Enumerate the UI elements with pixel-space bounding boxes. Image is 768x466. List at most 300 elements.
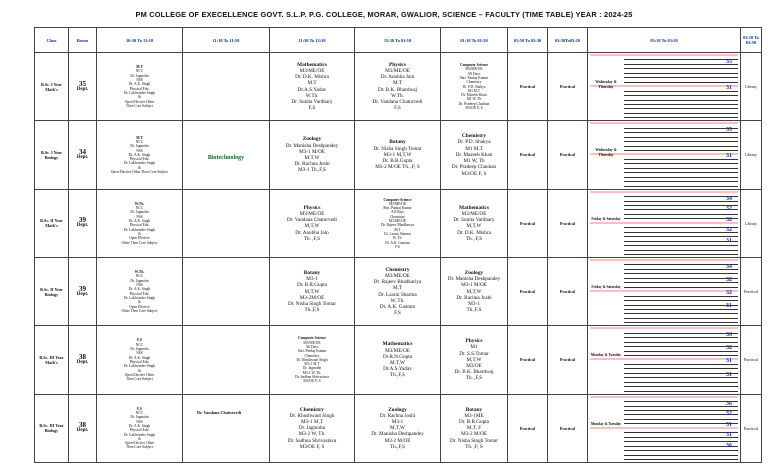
period-line: Dr. Nisha Singh Tomar: [450, 437, 498, 444]
period-line: Computer Science: [383, 197, 412, 202]
table-row: [35, 189, 762, 257]
period-6-cell: Practical: [508, 394, 548, 462]
lab-schedule: [588, 258, 740, 325]
schedule-rule: [624, 177, 738, 178]
period-content: [441, 270, 507, 313]
schedule-rule: [624, 137, 738, 138]
period-line: All Days: [305, 344, 319, 349]
period-content: [355, 62, 440, 112]
period-line: Dr. Pradeep Chauhan: [451, 164, 497, 171]
period-line: M,T,W: [304, 288, 320, 295]
period-line: Dr. A.K. Singh: [128, 82, 151, 87]
schedule-rule-highlight: [590, 427, 738, 429]
header-row: [35, 28, 762, 53]
schedule-rule: [624, 82, 738, 83]
schedule-room-number: 31: [726, 358, 732, 365]
period-line: Th. ,F,S: [303, 235, 321, 242]
schedule-rule: [624, 377, 738, 378]
period-line: M3-1 M/OE: [299, 148, 325, 155]
period-line: F,S: [394, 105, 401, 112]
schedule-rule: [624, 64, 738, 65]
period-content: [97, 136, 182, 175]
schedule-rule: [624, 450, 738, 451]
period-line: NCC: [135, 342, 144, 347]
class-cell: B.Sc. II Year Math's: [35, 189, 69, 257]
period-3-cell: [270, 121, 355, 189]
schedule-day: Wednesday & Thursday: [595, 80, 617, 89]
period-line: Dr. P.D. Shakya: [457, 139, 491, 146]
period-line: Physical Edu.: [129, 157, 150, 162]
period-line: Dr. Anubha Jain: [295, 229, 329, 236]
period-line: Dr. A.K. Singh: [128, 152, 151, 157]
room-cell: [69, 53, 97, 121]
period-line: W.Th.: [305, 92, 319, 99]
period-line: Dr. Anubha Jain: [380, 74, 415, 81]
room-cell: [69, 257, 97, 325]
schedule-room-number: 31: [726, 153, 732, 160]
period-line: M3/ME/OE: [299, 210, 325, 217]
period-7-cell: Practical: [548, 326, 588, 394]
schedule-room-number: 31: [726, 432, 732, 439]
period-line: M3-2 W, Th.: [298, 431, 326, 438]
period-content: [97, 407, 182, 450]
period-5-cell: [441, 326, 508, 394]
schedule-room-number: 35: [726, 59, 732, 65]
period-content: [97, 338, 182, 381]
period-line: Th. ,F,S: [465, 375, 483, 382]
period-line: M3-1: [468, 300, 480, 307]
period-line: Open Elective Other Then Core Subject: [110, 170, 169, 175]
table-row: [35, 53, 762, 121]
period-line: Computer Science: [298, 336, 326, 341]
period-4-cell: [355, 326, 441, 394]
lab-schedule-lines: [590, 55, 738, 118]
period-line: W.Th.: [391, 92, 404, 99]
period-line: Dr. Jagmohn: [298, 425, 326, 432]
period-line: Dr. Lakhvinder Singh: [123, 161, 156, 166]
period-line: M3-2 M/OE: [384, 437, 411, 444]
period-1-cell: [97, 189, 183, 257]
period-line: Dr. Sadhna Shrivastava: [295, 375, 329, 380]
schedule-rule: [624, 205, 738, 206]
period-line: M3/ME/OE: [461, 210, 487, 217]
period-line: Dr. Manisha Deshpandey: [371, 431, 424, 438]
room-number: 39: [79, 216, 86, 225]
period-line: NSS: [136, 148, 143, 153]
period-line: Chemistry: [461, 133, 487, 140]
period-line: Dr. Rachna Joshi: [294, 161, 330, 168]
period-line: M1 M,T: [467, 88, 481, 93]
period-line: M3/ME/OE: [303, 340, 321, 345]
period-content: [355, 139, 440, 170]
period-line: Dr. A.K. Singh: [128, 355, 151, 360]
period-line: F,S: [395, 244, 400, 249]
schedule-rule: [624, 150, 738, 151]
period-line: NCC: [135, 69, 144, 74]
period-line: F,S: [137, 338, 142, 343]
page-title: PM COLLEGE OF EXECELLENCE GOVT. S.L.P. P.G. COLLEGE, MORAR, GWALIOR, SCIENCE – FACULTY (TIME TABLE) YEAR : 2024-25: [135, 10, 633, 19]
last-period-cell: Practical: [741, 326, 762, 394]
schedule-rule: [624, 146, 738, 147]
period-line: Dr. P.D. Shakya: [462, 84, 486, 89]
schedule-rule: [624, 100, 738, 101]
period-line: Botany: [465, 406, 483, 413]
lab-schedule-cell: [588, 326, 741, 394]
room-dept: Dept.: [76, 223, 89, 229]
period-line: Dr.R.N.Gupta: [383, 353, 412, 360]
schedule-rule: [624, 282, 738, 283]
schedule-rule-highlight: [590, 259, 738, 261]
schedule-rule: [624, 355, 738, 356]
period-line: Th.,F,S: [466, 307, 482, 314]
period-line: M3/ME/OE: [465, 67, 483, 72]
schedule-rule: [624, 455, 738, 456]
schedule-rule: [624, 437, 738, 438]
schedule-rule: [624, 113, 738, 114]
header-period-6: 01:50 To 02:30: [508, 28, 548, 53]
period-line: Dr. B.K. Bhardwaj: [454, 369, 494, 376]
period-line: M,T,W: [390, 359, 405, 366]
period-line: Dr. Mazeeb Khan: [461, 93, 487, 98]
period-line: Dr. Jagmohn: [130, 347, 149, 352]
lab-schedule: [588, 395, 740, 462]
period-line: M.T.W: [304, 154, 320, 161]
schedule-rule: [624, 245, 738, 246]
room-dept: Dept.: [76, 86, 89, 92]
period-line: Dr. B.R.Gupta: [382, 158, 413, 165]
period-line: Dr. S.S.Tomar: [459, 350, 489, 357]
class-cell: B.Sc. I Year Math's: [35, 53, 69, 121]
period-line: Zoology: [388, 406, 407, 413]
period-content: [270, 205, 354, 242]
header-room: Room: [69, 28, 97, 53]
period-content: [441, 407, 507, 450]
schedule-rule: [624, 446, 738, 447]
period-line: Open Elective: [129, 304, 150, 309]
period-1-cell: [97, 257, 183, 325]
period-line: All Days: [467, 71, 481, 76]
schedule-rule: [624, 141, 738, 142]
period-content: [355, 198, 440, 250]
period-line: Mathematics: [382, 341, 413, 348]
schedule-rule: [624, 296, 738, 297]
period-2-cell: [183, 121, 270, 189]
last-period-cell: Practical: [741, 394, 762, 462]
lab-schedule-lines: [590, 397, 738, 460]
period-line: M,T,W: [466, 356, 482, 363]
period-line: M3/OE F, S: [303, 379, 321, 384]
period-line: Dr. A.K. Gautam: [379, 304, 416, 311]
period-line: &: [138, 436, 141, 441]
schedule-rule-highlight: [590, 122, 738, 124]
lab-schedule-cell: [588, 121, 741, 189]
lab-schedule-lines: [590, 328, 738, 391]
period-line: Dr. B.R.Gupta: [459, 419, 489, 425]
period-line: Dr. Pradeep Chauhan: [458, 101, 490, 106]
schedule-rule: [624, 309, 738, 310]
period-line: W, Th.: [392, 236, 403, 241]
schedule-rule: [624, 172, 738, 173]
period-line: M3-2 M/OE: [461, 431, 487, 438]
period-5-cell: [441, 121, 508, 189]
period-line: W.Th.: [134, 270, 145, 275]
period-line: NSS: [136, 419, 143, 424]
period-line: Dr. B.R.Gupta: [297, 282, 327, 289]
schedule-rule: [624, 382, 738, 383]
period-content: [270, 270, 354, 313]
period-line: Zoology: [464, 269, 484, 276]
period-6-cell: Practical: [508, 326, 548, 394]
period-line: Shri. Pankaj Kumar: [459, 75, 489, 80]
period-line: M3/OE: [466, 363, 482, 370]
lab-schedule-lines: [590, 260, 738, 323]
period-line: Dr. Khushwant Singh: [296, 357, 328, 362]
period-4-cell: [355, 257, 441, 325]
period-3-cell: [270, 189, 355, 257]
period-line: Dr. Nisha Singh Tomar: [288, 300, 336, 307]
period-line: Physics: [465, 338, 483, 345]
period-line: M3/ME/OE: [385, 68, 410, 75]
period-2-cell: [183, 394, 270, 462]
period-line: Dr. A.K. Gautam: [385, 240, 410, 245]
period-line: M3/ME/OE: [299, 68, 325, 75]
period-line: NCC: [135, 274, 144, 279]
period-line: &: [138, 231, 141, 236]
schedule-rule: [624, 305, 738, 306]
schedule-rule: [624, 273, 738, 274]
table-row: [35, 394, 762, 462]
period-2-text: Biotechnology: [207, 154, 245, 161]
schedule-rule: [624, 300, 738, 301]
period-line: Physics: [303, 204, 321, 211]
period-line: Then Core Subject: [126, 103, 153, 108]
period-line: M3-1 M,T: [301, 419, 323, 425]
period-line: Physical Edu.: [129, 428, 150, 433]
period-line: M,T,W: [390, 425, 405, 432]
period-line: Chemistry: [385, 266, 410, 273]
period-line: Th.,F,S: [304, 307, 320, 314]
period-line: F,S: [137, 406, 142, 411]
schedule-room-number: 32: [726, 227, 732, 234]
period-3-cell: [270, 257, 355, 325]
class-cell: B.Sc. I Year Biology: [35, 121, 69, 189]
period-line: M3/OE F, S: [461, 170, 487, 177]
period-line: Open Elective: [129, 236, 150, 241]
period-line: M,T,W: [466, 223, 482, 230]
period-line: M3/ME/OE: [388, 201, 407, 206]
schedule-rule: [624, 423, 738, 424]
period-line: Dr. Vandana Chaturvedi: [372, 99, 423, 106]
schedule-rule: [624, 168, 738, 169]
period-line: Th.,F,S: [389, 443, 405, 450]
period-line: Open Elective Other: [124, 441, 155, 446]
schedule-room-number: 36: [726, 442, 732, 449]
schedule-room-number: 31: [726, 303, 732, 310]
period-line: NSS: [136, 283, 143, 288]
period-7-cell: Practical: [548, 257, 588, 325]
period-line: Dr. Vandana Chaturvedi: [287, 217, 337, 224]
period-5-cell: [441, 394, 508, 462]
schedule-rule: [624, 342, 738, 343]
last-period-cell: Library: [741, 53, 762, 121]
schedule-rule: [624, 346, 738, 347]
period-line: &: [138, 368, 141, 373]
period-line: M3/OE F, S: [465, 106, 483, 110]
header-period-8: 03:10 To 03:50: [588, 28, 741, 53]
period-5-cell: [441, 257, 508, 325]
schedule-room-number: 32: [726, 411, 732, 418]
period-content: [270, 136, 354, 173]
period-line: M,T, F: [466, 425, 482, 432]
period-line: Chemistry: [299, 406, 325, 413]
period-line: Botany: [303, 269, 321, 276]
period-4-cell: [355, 121, 441, 189]
period-line: M,T: [392, 285, 403, 292]
period-line: Botany: [389, 139, 406, 146]
period-line: Dr. A.K. Singh: [128, 424, 151, 428]
schedule-rule-highlight: [590, 327, 738, 329]
schedule-rule-highlight: [590, 191, 738, 193]
period-line: Dr. Mazeeb Khan: [455, 151, 493, 158]
schedule-rule: [624, 108, 738, 109]
schedule-rule: [624, 414, 738, 415]
schedule-rule: [624, 373, 738, 374]
period-line: &: [138, 95, 141, 100]
header-period-2: 11:10 To 11:50: [183, 28, 270, 53]
schedule-rule: [624, 196, 738, 197]
period-content: [441, 338, 507, 381]
period-line: Dr. Jagmohn: [130, 415, 149, 420]
period-line: Dr. A.K. Singh: [128, 287, 151, 292]
period-line: Physical Edu.: [129, 359, 150, 364]
room-number: 38: [79, 352, 86, 361]
period-line: M3-1 W, Th.: [302, 370, 322, 375]
period-2-cell: [183, 189, 270, 257]
period-2-text: Dr. Vandana Chaturvedi: [197, 409, 241, 415]
period-line: Chemistry: [304, 353, 320, 358]
schedule-room-number: 32: [726, 206, 732, 213]
lab-schedule: [588, 121, 740, 188]
schedule-rule: [624, 318, 738, 319]
period-content: [441, 133, 507, 176]
schedule-rule: [624, 232, 738, 233]
period-1-cell: [97, 326, 183, 394]
period-4-cell: [355, 394, 441, 462]
period-line: Physical Edu.: [129, 223, 150, 228]
period-line: Open Elective Other: [124, 99, 155, 104]
class-cell: B.Sc. III Year Biology: [35, 394, 69, 462]
schedule-room-number: 36: [726, 400, 732, 407]
period-content: [355, 407, 440, 450]
period-line: Dr. Rajeev Bhadkariya: [381, 223, 414, 228]
period-line: Dr. Lakhvinder Singh: [123, 227, 156, 232]
schedule-rule: [624, 73, 738, 74]
period-6-cell: Practical: [508, 189, 548, 257]
period-line: Dr. Rajeev Bhadkariya: [373, 279, 422, 286]
period-line: Dr. Sunita Vardhary: [453, 217, 495, 224]
schedule-rule: [624, 218, 738, 219]
period-line: NSS: [136, 78, 143, 83]
header-period-5: 01:10 To 01:50: [441, 28, 508, 53]
schedule-rule: [624, 241, 738, 242]
period-line: W, Th.: [390, 297, 405, 304]
schedule-rule: [624, 368, 738, 369]
period-line: M3-1ME: [464, 412, 484, 419]
period-line: M3-2M/OE: [299, 294, 325, 301]
schedule-rule: [624, 214, 738, 215]
period-line: Dr. B.K. Bhardwaj: [377, 86, 418, 93]
schedule-rule: [624, 163, 738, 164]
period-line: All Days: [391, 210, 404, 215]
period-line: M.T: [307, 80, 317, 87]
period-line: M,T,W: [466, 288, 482, 295]
period-line: Dr. D.K. Mishra: [295, 74, 329, 81]
period-line: Physics: [388, 61, 407, 68]
period-content: [355, 267, 440, 317]
schedule-rule: [624, 278, 738, 279]
timetable: [34, 27, 762, 463]
schedule-day: Friday & Saturday: [591, 216, 621, 221]
schedule-room-number: 34: [726, 263, 732, 270]
period-line: NSS: [136, 214, 143, 219]
period-line: Dr. Lakhvinder Singh: [123, 432, 156, 437]
schedule-room-number: 32: [726, 290, 732, 297]
period-line: Dr. Manisha Deshpandey: [447, 276, 501, 283]
room-number: 35: [79, 79, 86, 88]
schedule-day: Friday & Saturday: [591, 285, 621, 290]
period-line: &: [138, 300, 141, 305]
period-line: Dr. Laxmi Sharma: [384, 231, 411, 236]
period-line: M3-1: [391, 419, 404, 425]
schedule-room-number: 36: [726, 332, 732, 339]
period-content: [97, 65, 182, 108]
period-line: Dr. Laxmi Sharma: [378, 291, 417, 298]
schedule-rule: [624, 432, 738, 433]
period-line: Open Elective Other: [124, 372, 155, 377]
period-line: Dr. Jagmohn: [130, 144, 149, 149]
period-7-cell: Practical: [548, 189, 588, 257]
lab-schedule-lines: [590, 192, 738, 255]
period-line: M.T: [392, 80, 403, 87]
period-content: [270, 62, 354, 112]
period-line: Dr. Rachna Joshi: [456, 294, 492, 301]
period-line: Zoology: [302, 136, 322, 143]
period-7-cell: Practical: [548, 394, 588, 462]
schedule-rule: [624, 386, 738, 387]
period-4-cell: [355, 189, 441, 257]
period-line: Dr. Sunita Vardhary: [291, 99, 333, 106]
period-line: Dr. Jagmohn: [302, 366, 322, 371]
period-line: M.T: [136, 65, 143, 70]
period-6-cell: Practical: [508, 257, 548, 325]
period-line: M1 M,T: [465, 145, 483, 152]
schedule-rule: [624, 227, 738, 228]
period-line: Physical Edu.: [129, 86, 150, 91]
period-line: NSS: [136, 351, 143, 356]
class-cell: B.Sc. II Year Biology: [35, 257, 69, 325]
lab-schedule-cell: [588, 394, 741, 462]
period-line: NCC: [135, 411, 144, 416]
schedule-rule-highlight: [590, 358, 738, 360]
last-period-cell: Library: [741, 121, 762, 189]
schedule-room-number: 31: [726, 85, 732, 92]
schedule-rule: [624, 104, 738, 105]
last-period-cell: Library: [741, 189, 762, 257]
period-line: &: [138, 165, 141, 170]
period-line: Other Then Core Subject: [121, 240, 158, 245]
period-line: Dr. Lakhvinder Singh: [123, 90, 156, 95]
schedule-rule: [624, 391, 738, 392]
